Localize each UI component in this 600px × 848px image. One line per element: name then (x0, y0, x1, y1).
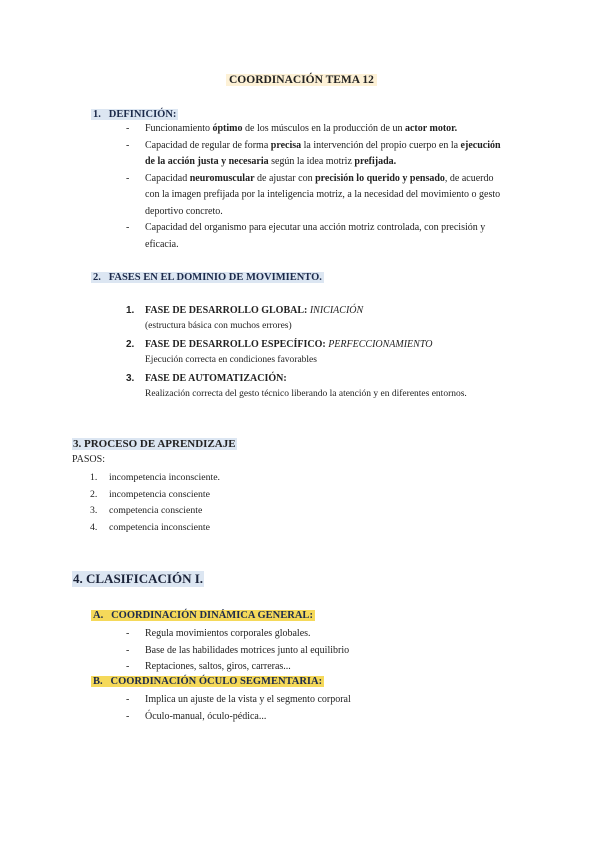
list-item (126, 121, 530, 138)
section-4b-list (126, 692, 506, 725)
list-item (126, 643, 506, 660)
list-item (126, 659, 506, 676)
item-text: Base de las habilidades motrices junto al equilibrio (145, 644, 350, 656)
item-text: Regula movimientos corporales globales. (145, 628, 311, 639)
item-text-line2: eficacia. (145, 238, 179, 250)
item-text: Implica un ajuste de la vista y el segmento corporal (145, 694, 351, 705)
item-text-line2: con la imagen prefijada por la inteligencia motriz, a la necesidad del movimiento o gesto (145, 189, 501, 200)
section-4a-list (126, 626, 506, 676)
section-2-number: 2. (93, 272, 101, 283)
list-item (126, 626, 506, 643)
section-4-heading: 4. CLASIFICACIÓN I. (73, 571, 204, 586)
item-title: FASE DE DESARROLLO GLOBAL: INICIACIÓN (145, 305, 364, 316)
dash-bullet: - (126, 710, 130, 722)
item-desc: (estructura básica con muchos errores) (145, 321, 292, 331)
item-title: FASE DE DESARROLLO ESPECÍFICO: PERFECCIONAMIENTO (145, 339, 433, 350)
section-4b-title: COORDINACIÓN ÓCULO SEGMENTARIA: (110, 676, 323, 687)
list-item (126, 220, 530, 253)
section-2-heading (91, 272, 324, 283)
list-item (126, 339, 546, 373)
dash-bullet: - (126, 139, 130, 151)
section-2-list (126, 305, 546, 407)
item-text: Capacidad del organismo para ejecutar una acción motriz controlada, con precisión y (145, 222, 486, 233)
section-3-sub: PASOS: (72, 454, 105, 465)
list-item (126, 138, 530, 171)
item-text: competencia inconsciente (109, 521, 210, 533)
section-1-list (126, 121, 530, 253)
section-4a-title: COORDINACIÓN DINÁMICA GENERAL: (111, 610, 313, 621)
item-number: 4. (90, 521, 98, 533)
item-number: 3. (90, 505, 98, 516)
item-number: 1. (90, 472, 98, 483)
item-text: Reptaciones, saltos, giros, carreras... (145, 661, 291, 672)
item-text: incompetencia inconsciente. (109, 472, 220, 483)
item-text: competencia consciente (109, 505, 203, 516)
item-text: Capacidad neuromuscular de ajustar con precisión lo querido y pensado, de acuerdo (145, 172, 494, 184)
dash-bullet: - (126, 172, 130, 184)
section-4b-heading (91, 676, 324, 687)
list-item (126, 373, 546, 407)
item-desc: Ejecución correcta en condiciones favorables (145, 355, 317, 365)
item-number: 1. (126, 305, 135, 316)
item-text: incompetencia consciente (109, 488, 210, 500)
item-desc: Realización correcta del gesto técnico liberando la atención y en diferentes entornos. (145, 389, 467, 399)
item-number: 2. (90, 488, 98, 500)
page-title: COORDINACIÓN TEMA 12 (226, 74, 377, 86)
section-4a-letter: A. (93, 610, 104, 621)
section-1-title: DEFINICIÓN: (108, 109, 177, 120)
list-item (126, 305, 546, 339)
dash-bullet: - (126, 661, 130, 672)
item-text-line3: deportivo concreto. (145, 205, 223, 217)
section-3-heading: 3. PROCESO DE APRENDIZAJE (73, 438, 236, 450)
list-item (126, 171, 530, 221)
section-2-title: FASES EN EL DOMINIO DE MOVIMIENTO. (108, 272, 322, 283)
dash-bullet: - (126, 222, 130, 233)
item-number: 2. (126, 339, 135, 350)
dash-bullet: - (126, 628, 130, 639)
dash-bullet: - (126, 694, 130, 705)
item-text: Funcionamiento óptimo de los músculos en la producción de un actor motor. (145, 123, 458, 134)
item-text-line2: de la acción justa y necesaria según la idea motriz prefijada. (145, 156, 397, 167)
item-number: 3. (126, 373, 135, 384)
section-4b-letter: B. (93, 676, 103, 687)
list-item (126, 692, 506, 709)
item-text: Óculo-manual, óculo-pédica... (145, 710, 267, 722)
section-1-number: 1. (93, 109, 101, 120)
item-text: Capacidad de regular de forma precisa la intervención del propio cuerpo en la ejecución (145, 139, 501, 151)
dash-bullet: - (126, 644, 130, 656)
section-1-heading (91, 109, 178, 120)
item-title: FASE DE AUTOMATIZACIÓN: (145, 373, 287, 384)
list-item (126, 709, 506, 726)
dash-bullet: - (126, 123, 130, 134)
section-4a-heading (91, 610, 315, 621)
